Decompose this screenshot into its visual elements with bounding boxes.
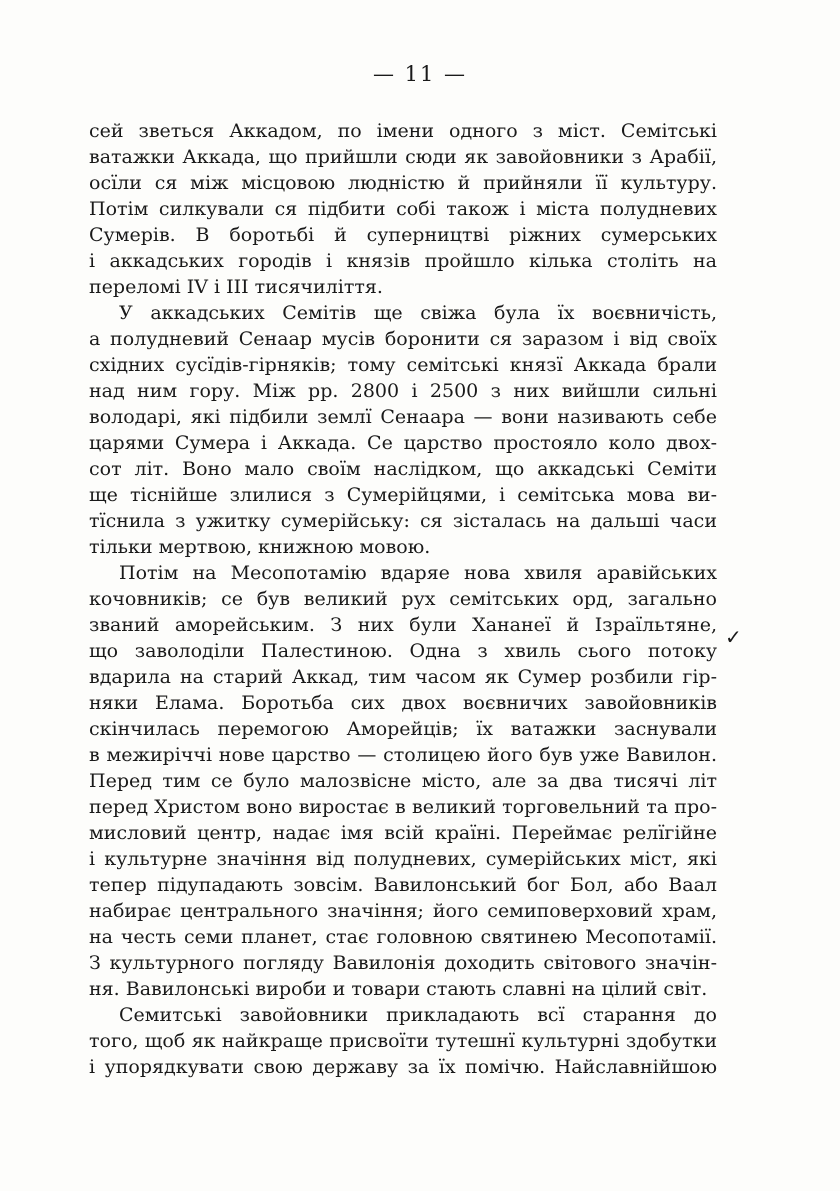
paragraph-start-line: Семитські завойовники прикладають всї старання до (119, 1004, 717, 1026)
text-line: скінчилась перемогою Аморейців; їх ватажки заснували (89, 718, 717, 740)
paragraph-start-line: У аккадських Семітів ще свіжа була їх воєвничість, (119, 302, 717, 324)
text-line: і аккадських городів і князів пройшло кілька століть на (89, 250, 717, 272)
margin-check-mark: ✓ (725, 625, 742, 649)
text-line: вдарила на старий Аккад, тим часом як Сумер розбили гір- (89, 666, 717, 688)
text-line: царями Сумера і Аккада. Се царство простояло коло двох- (89, 432, 717, 454)
text-line: няки Елама. Боротьба сих двох воєвничих завойовників (89, 692, 717, 714)
text-line: набирає центрального значіння; його семиповерховий храм, (89, 900, 717, 922)
text-line: ватажки Аккада, що прийшли сюди як завойовники з Арабії, (89, 146, 717, 168)
text-line: над ним гору. Між рр. 2800 і 2500 з них вийшли сильні (89, 380, 717, 402)
text-line: переломі IV і III тисячиліття. (89, 276, 383, 298)
text-line: і культурне значіння від полудневих, сумерійських міст, які (89, 848, 717, 870)
text-line: Перед тим се було малозвісне місто, але за два тисячі літ (89, 770, 717, 792)
text-line: на честь семи планет, стає головною святинею Месопотамії. (89, 926, 717, 948)
text-line: званий аморейським. З них були Хананеї й Ізраїльтяне, (89, 614, 717, 636)
text-line: що заволоділи Палестиною. Одна з хвиль сього потоку (89, 640, 717, 662)
paragraph-start-line: Потім на Месопотамію вдаряе нова хвиля аравійських (119, 562, 717, 584)
text-line: східних сусїдів-гірняків; тому семітські князї Аккада брали (89, 354, 717, 376)
text-line: тїснила з ужитку сумерійську: ся зісталась на дальші часи (89, 510, 717, 532)
page-number: — 11 — (372, 62, 468, 86)
text-line: того, щоб як найкраще присвоїти тутешнї культурні здобутки (89, 1030, 717, 1052)
text-line: ще тіснійше злилися з Сумерійцями, і семітська мова ви- (89, 484, 717, 506)
text-line: З культурного погляду Вавилонія доходить світового значін- (89, 952, 717, 974)
text-line: мисловий центр, надає імя всій країні. Переймає релїгійне (89, 822, 717, 844)
text-line: перед Христом воно виростає в великий торговельний та про- (89, 796, 717, 818)
text-line: осїли ся між місцовою людністю й прийняли її культуру. (89, 172, 717, 194)
text-line: а полудневий Сенаар мусів боронити ся заразом і від своїх (89, 328, 717, 350)
text-line: сей зветься Аккадом, по імени одного з міст. Семітські (89, 120, 717, 142)
text-line: і упорядкувати свою державу за їх помічю. Найславнійшою (89, 1056, 717, 1078)
text-line: в межиріччі нове царство — столицею його був уже Вавилон. (89, 744, 717, 766)
text-line: кочовників; се був великий рух семітських орд, загально (89, 588, 717, 610)
text-line: володарі, які підбили землї Сенаара — вони називають себе (89, 406, 717, 428)
text-line: Потім силкували ся підбити собі також і міста полудневих (89, 198, 717, 220)
text-line: ня. Вавилонські вироби и товари стають славні на цілий світ. (89, 978, 708, 1000)
body-text (89, 118, 717, 1080)
text-line: сот літ. Воно мало своїм наслідком, що аккадські Семіти (89, 458, 717, 480)
text-line: Сумерів. В боротьбі й суперництві ріжних сумерських (89, 224, 717, 246)
text-line: тепер підупадають зовсім. Вавилонський бог Бол, або Ваал (89, 874, 717, 896)
text-line: тільки мертвою, книжною мовою. (89, 536, 431, 558)
